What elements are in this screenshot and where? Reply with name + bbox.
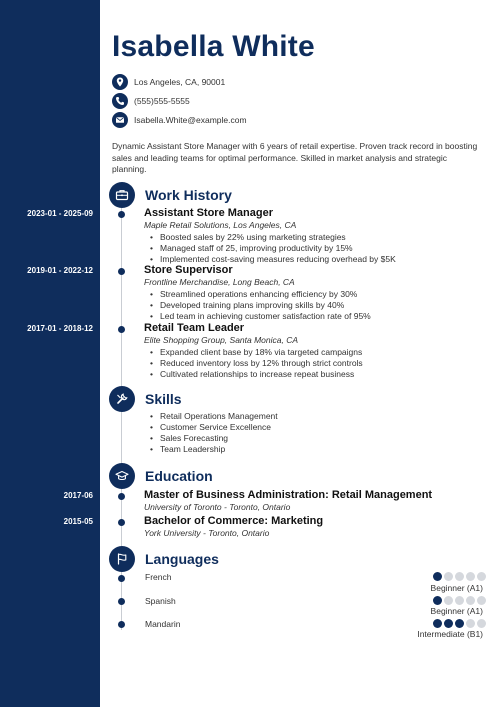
candidate-name: Isabella White	[112, 30, 315, 63]
skill-item: • Customer Service Excellence	[144, 422, 278, 433]
rating-dot-filled	[433, 619, 442, 628]
job-dates: 2023-01 - 2025-09	[27, 209, 93, 218]
job-dates: 2019-01 - 2022-12	[27, 266, 93, 275]
flag-icon	[109, 546, 135, 572]
address-text: Los Angeles, CA, 90001	[134, 77, 226, 87]
skills-list	[144, 411, 278, 455]
rating-dot-empty	[466, 596, 475, 605]
tools-icon	[109, 386, 135, 412]
language-level: Beginner (A1)	[430, 606, 483, 616]
skill-item: • Retail Operations Management	[144, 411, 278, 422]
rating-dot-empty	[477, 596, 486, 605]
job-bullet: • Reduced inventory loss by 12% through strict controls	[144, 358, 489, 369]
education-entry	[144, 489, 489, 513]
language-name: Spanish	[145, 596, 176, 606]
education-entry	[144, 515, 489, 539]
skill-item: • Sales Forecasting	[144, 433, 278, 444]
rating-dot-filled	[433, 596, 442, 605]
phone-text: (555)555-5555	[134, 96, 190, 106]
briefcase-icon	[109, 182, 135, 208]
section-title-skills: Skills	[145, 391, 182, 407]
job-bullet: • Developed training plans improving skills by 40%	[144, 300, 489, 311]
section-title-work: Work History	[145, 187, 232, 203]
rating-dot-empty	[466, 572, 475, 581]
job-bullet: • Expanded client base by 18% via targeted campaigns	[144, 347, 489, 358]
rating-dot-empty	[477, 619, 486, 628]
education-date: 2017-06	[63, 491, 93, 500]
timeline-dot	[118, 326, 125, 333]
language-rating	[433, 572, 486, 581]
rating-dot-empty	[477, 572, 486, 581]
language-rating	[433, 619, 486, 628]
timeline-dot	[118, 621, 125, 628]
job-dates: 2017-01 - 2018-12	[27, 324, 93, 333]
timeline-dot	[118, 493, 125, 500]
rating-dot-filled	[455, 619, 464, 628]
job-entry	[144, 207, 489, 265]
timeline-dot	[118, 211, 125, 218]
job-bullet: • Boosted sales by 22% using marketing strategies	[144, 232, 489, 243]
section-title-education: Education	[145, 468, 213, 484]
job-company: Frontline Merchandise, Long Beach, CA	[144, 277, 295, 287]
school-name: University of Toronto - Toronto, Ontario	[144, 502, 291, 512]
job-bullet: • Implemented cost-saving measures reducing overhead by $5K	[144, 254, 489, 265]
job-entry	[144, 322, 489, 380]
rating-dot-empty	[444, 572, 453, 581]
rating-dot-empty	[444, 596, 453, 605]
timeline-dot	[118, 268, 125, 275]
rating-dot-filled	[433, 572, 442, 581]
language-level: Beginner (A1)	[430, 583, 483, 593]
job-bullet: • Led team in achieving customer satisfaction rate of 95%	[144, 311, 489, 322]
location-pin-icon	[112, 74, 128, 90]
skill-item: • Team Leadership	[144, 444, 278, 455]
job-bullet: • Cultivated relationships to increase repeat business	[144, 369, 489, 380]
contact-email[interactable]	[112, 111, 247, 129]
rating-dot-empty	[455, 596, 464, 605]
degree-title: Master of Business Administration: Retail Management	[144, 489, 433, 501]
section-title-languages: Languages	[145, 551, 219, 567]
phone-icon	[112, 93, 128, 109]
job-title: Retail Team Leader	[144, 322, 245, 334]
job-company: Elite Shopping Group, Santa Monica, CA	[144, 335, 299, 345]
contact-phone	[112, 92, 190, 110]
left-sidebar	[0, 0, 100, 707]
rating-dot-empty	[455, 572, 464, 581]
job-bullet: • Managed staff of 25, improving productivity by 15%	[144, 243, 489, 254]
education-date: 2015-05	[63, 517, 93, 526]
job-title: Assistant Store Manager	[144, 207, 273, 219]
email-text[interactable]: Isabella.White@example.com	[134, 115, 247, 125]
professional-summary: Dynamic Assistant Store Manager with 6 years of retail expertise. Proven track record in boosting sales and leading teams for optimal performance. Skilled in market analysis and strategic planning.	[112, 141, 478, 174]
job-title: Store Supervisor	[144, 264, 233, 276]
timeline-dot	[118, 575, 125, 582]
language-rating	[433, 596, 486, 605]
language-name: Mandarin	[145, 619, 181, 629]
degree-title: Bachelor of Commerce: Marketing	[144, 515, 324, 527]
contact-address	[112, 73, 225, 91]
job-company: Maple Retail Solutions, Los Angeles, CA	[144, 220, 297, 230]
envelope-icon	[112, 112, 128, 128]
job-entry	[144, 264, 489, 322]
timeline-dot	[118, 598, 125, 605]
rating-dot-filled	[444, 619, 453, 628]
language-name: French	[145, 572, 172, 582]
school-name: York University - Toronto, Ontario	[144, 528, 270, 538]
job-bullet: • Streamlined operations enhancing efficiency by 30%	[144, 289, 489, 300]
graduation-cap-icon	[109, 463, 135, 489]
rating-dot-empty	[466, 619, 475, 628]
timeline-dot	[118, 519, 125, 526]
language-level: Intermediate (B1)	[417, 629, 483, 639]
